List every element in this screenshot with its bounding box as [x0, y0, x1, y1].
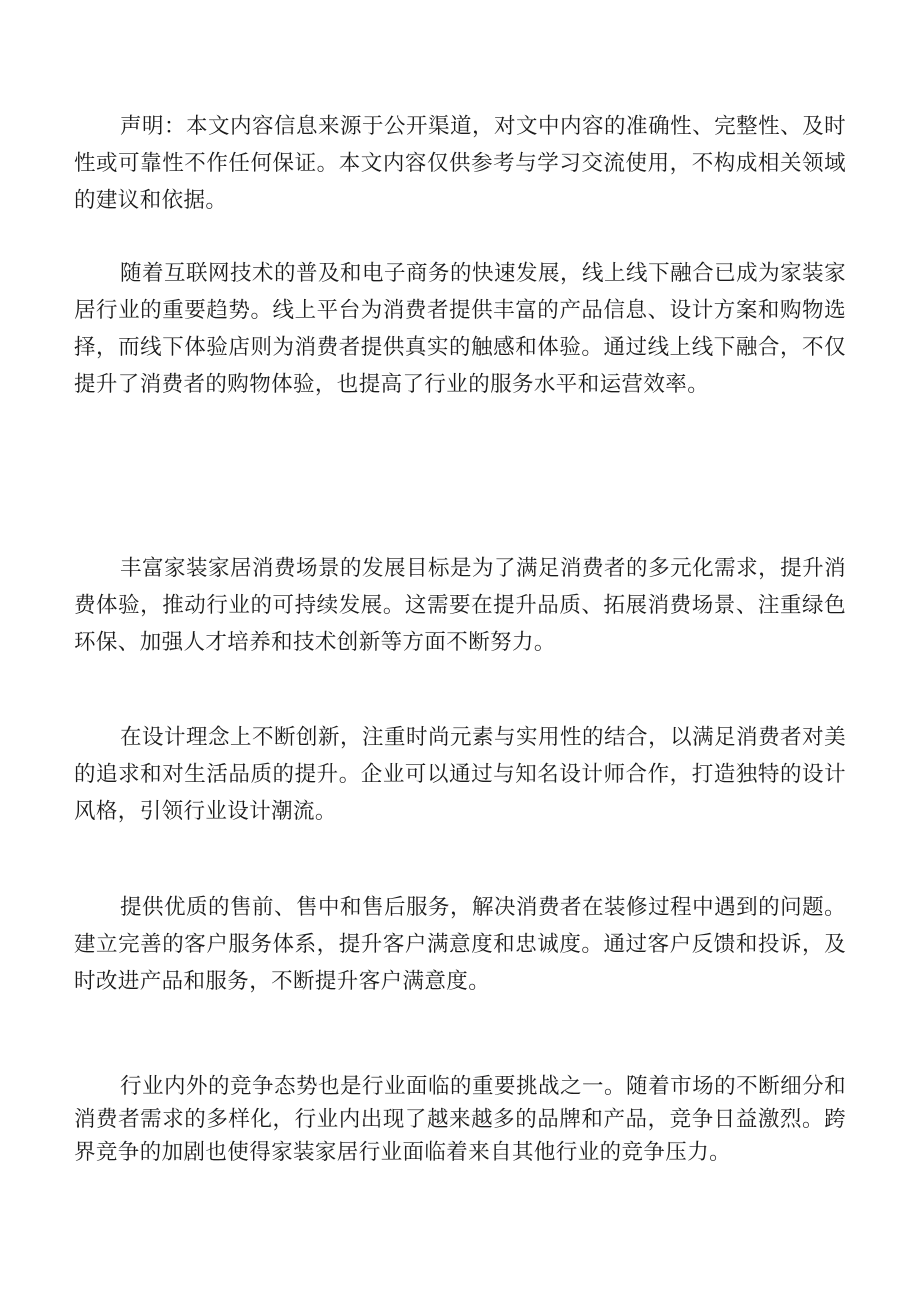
body-paragraph: 丰富家装家居消费场景的发展目标是为了满足消费者的多元化需求，提升消费体验，推动行业的可持续发展。这需要在提升品质、拓展消费场景、注重绿色环保、加强人才培养和技术创新等方面不断努力。 [74, 556, 846, 655]
disclaimer-paragraph: 声明：本文内容信息来源于公开渠道，对文中内容的准确性、完整性、及时性或可靠性不作任何保证。本文内容仅供参考与学习交流使用，不构成相关领域的建议和依据。 [74, 114, 846, 213]
body-paragraph: 随着互联网技术的普及和电子商务的快速发展，线上线下融合已成为家装家居行业的重要趋势。线上平台为消费者提供丰富的产品信息、设计方案和购物选择，而线下体验店则为消费者提供真实的触感和体验。通过线上线下融合，不仅提升了消费者的购物体验，也提高了行业的服务水平和运营效率。 [74, 261, 846, 397]
body-paragraph: 提供优质的售前、售中和售后服务，解决消费者在装修过程中遇到的问题。建立完善的客户服务体系，提升客户满意度和忠诚度。通过客户反馈和投诉，及时改进产品和服务，不断提升客户满意度。 [74, 895, 846, 994]
body-paragraph: 行业内外的竞争态势也是行业面临的重要挑战之一。随着市场的不断细分和消费者需求的多样化，行业内出现了越来越多的品牌和产品，竞争日益激烈。跨界竞争的加剧也使得家装家居行业面临着来自其他行业的竞争压力。 [74, 1074, 846, 1165]
body-paragraph: 在设计理念上不断创新，注重时尚元素与实用性的结合，以满足消费者对美的追求和对生活品质的提升。企业可以通过与知名设计师合作，打造独特的设计风格，引领行业设计潮流。 [74, 725, 846, 824]
